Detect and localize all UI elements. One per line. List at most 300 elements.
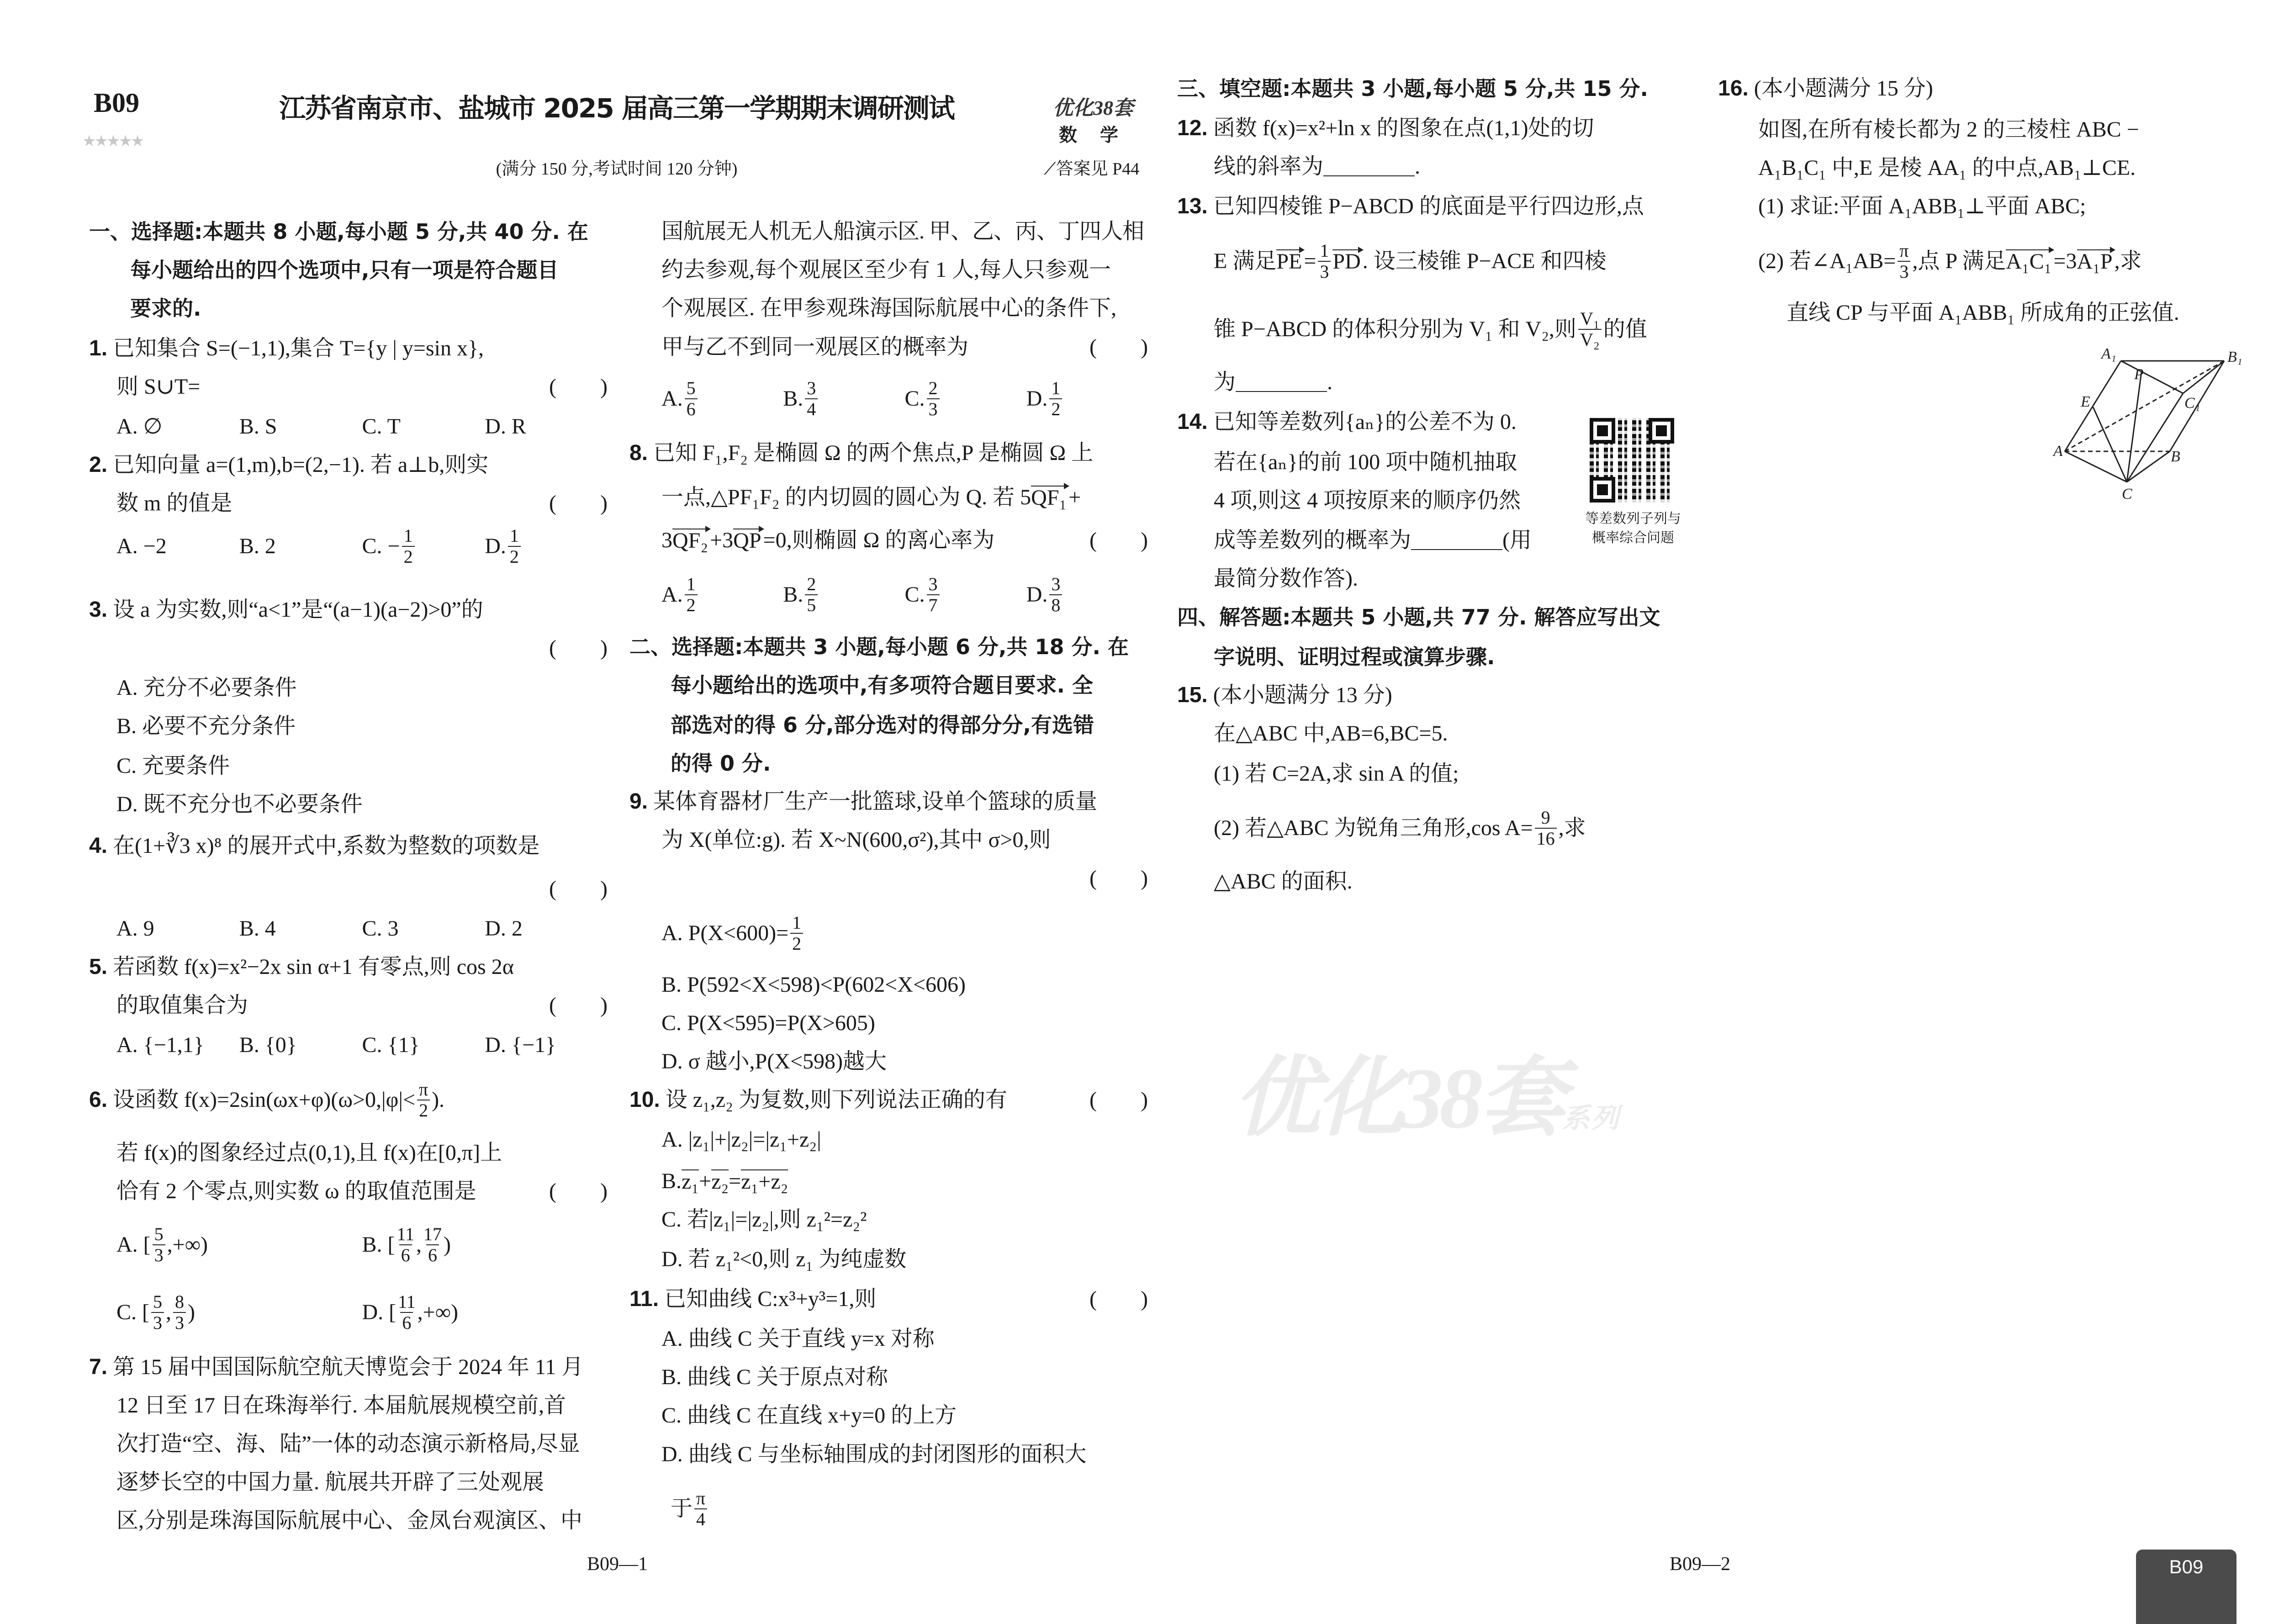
conjugate: z₁+z₂ xyxy=(741,1169,788,1194)
question-line xyxy=(629,1083,1148,1117)
question-line xyxy=(661,1122,1148,1157)
fraction-numerator: 11 xyxy=(398,1291,416,1312)
text-run: . 设三棱锥 P−ACE 和四棱 xyxy=(1362,249,1607,273)
fraction-numerator: 17 xyxy=(423,1224,442,1244)
options-row xyxy=(116,1028,608,1063)
section-heading-line xyxy=(671,668,1148,703)
text-run: C. 充要条件 xyxy=(116,754,230,778)
fraction xyxy=(151,1292,164,1333)
fraction xyxy=(927,378,940,419)
question-line xyxy=(661,1202,1148,1237)
fraction xyxy=(1535,808,1557,849)
text-run: B. xyxy=(783,386,804,411)
text-run: 在(1+∛3 x)⁸ 的展开式中,系数为整数的项数是 xyxy=(113,834,540,858)
question-line xyxy=(116,1174,608,1209)
section-heading-line xyxy=(1214,640,1696,674)
fraction-numerator: 1 xyxy=(1320,240,1329,261)
fraction xyxy=(1898,241,1910,282)
answer-parentheses: ( ) xyxy=(549,491,608,515)
question-line xyxy=(661,330,1148,365)
question-line xyxy=(1177,678,1696,713)
text-run: B. P(592<X<598)<P(602<X<606) xyxy=(661,973,966,997)
answer-parentheses: ( ) xyxy=(1089,1287,1148,1311)
text-run: 某体育器材厂生产一批篮球,设单个篮球的质量 xyxy=(653,789,1098,814)
logo-subject: 数 学 xyxy=(1059,125,1127,145)
option-A[interactable]: A. −2 xyxy=(116,534,167,558)
question-line xyxy=(1758,112,2243,147)
vector: PE xyxy=(1276,249,1304,273)
text-run: ,+∞) xyxy=(167,1233,208,1257)
option-B[interactable] xyxy=(362,1292,608,1333)
option-B[interactable]: B. 4 xyxy=(239,916,276,941)
text-run: 直线 CP 与平面 A₁ABB₁ 所成角的正弦值. xyxy=(1787,301,2179,325)
question-number: 8. xyxy=(629,441,648,465)
question-line xyxy=(1214,365,1696,400)
text-run: 区,分别是珠海国际航展中心、金凤台观演区、中 xyxy=(116,1508,583,1533)
text-run: 若 f(x)的图象经过点(0,1),且 f(x)在[0,π]上 xyxy=(116,1141,502,1165)
fraction xyxy=(173,1292,186,1333)
fraction xyxy=(1049,574,1062,615)
answer-parentheses: ( ) xyxy=(549,375,608,399)
option-B[interactable] xyxy=(362,1224,608,1265)
text-run: 次打造“空、海、陆”一体的动态演示新格局,尽显 xyxy=(116,1432,580,1456)
text-run: 已知向量 a=(1,m),b=(2,−1). 若 a⊥b,则实 xyxy=(113,453,489,477)
question-line xyxy=(1214,445,1578,480)
question-line xyxy=(661,253,1148,287)
fraction-denominator: V₂ xyxy=(1578,329,1602,350)
label-b: B xyxy=(2171,448,2180,465)
text-run: . xyxy=(1327,370,1333,394)
options-row xyxy=(116,911,608,946)
text-run: 的得 0 分. xyxy=(671,751,771,776)
text-run: C. 曲线 C 在直线 x+y=0 的上方 xyxy=(661,1403,957,1428)
text-run: ,点 P 满足 xyxy=(1912,249,2006,273)
answer-blank[interactable] xyxy=(1236,373,1327,392)
edge-ac xyxy=(2065,451,2127,482)
fraction xyxy=(423,1224,442,1265)
answer-parentheses: ( ) xyxy=(549,636,608,660)
fraction-numerator: 2 xyxy=(928,378,938,398)
text-run: △ABC 的面积. xyxy=(1214,869,1353,894)
question-line xyxy=(116,911,608,946)
question-line xyxy=(661,968,1148,1002)
text-run: (本小题满分 13 分) xyxy=(1213,683,1392,707)
question-line xyxy=(661,214,1148,249)
question-line xyxy=(661,480,1148,515)
text-run: D. xyxy=(1026,582,1048,607)
text-run: (1) 若 C=2A,求 sin A 的值; xyxy=(1214,762,1459,786)
option-C[interactable] xyxy=(905,378,1026,419)
section-heading-line xyxy=(1177,600,1696,635)
vector: QP xyxy=(733,529,763,552)
section-heading-line xyxy=(629,629,1148,664)
option-C[interactable] xyxy=(905,574,1026,615)
fraction-denominator: 6 xyxy=(426,1244,439,1265)
fraction-numerator: 8 xyxy=(175,1291,184,1312)
question-number: 9. xyxy=(629,789,648,814)
fraction-numerator: 5 xyxy=(153,1291,162,1312)
fraction-denominator: 3 xyxy=(173,1312,186,1333)
text-run: A. 充分不必要条件 xyxy=(116,676,297,700)
text-run: B. [ xyxy=(362,1233,395,1257)
option-A[interactable] xyxy=(116,1292,362,1333)
fraction-numerator: 5 xyxy=(686,378,696,398)
option-B[interactable]: B. 2 xyxy=(239,534,276,558)
text-run: A. P(X<600)= xyxy=(661,921,789,945)
answer-blank[interactable] xyxy=(1411,531,1502,550)
options-row xyxy=(116,1224,608,1265)
vector: A₁P xyxy=(2077,249,2115,273)
question-number: 5. xyxy=(89,955,108,979)
text-run: 于 xyxy=(671,1497,693,1521)
text-run: , xyxy=(166,1300,171,1324)
option-B[interactable] xyxy=(783,378,904,419)
text-run: 设 z₁,z₂ 为复数,则下列说法正确的有 xyxy=(665,1088,1007,1112)
fraction-numerator: π xyxy=(418,1079,428,1100)
option-D[interactable] xyxy=(485,526,608,567)
question-number: 2. xyxy=(89,453,108,477)
text-run: 国航展无人机无人船演示区. 甲、乙、丙、丁四人相 xyxy=(661,219,1144,243)
question-line xyxy=(116,1427,608,1461)
text-run: 每小题给出的四个选项中,只有一项是符合题目 xyxy=(130,258,559,282)
text-run: B. 必要不充分条件 xyxy=(116,714,296,738)
question-line xyxy=(89,331,608,366)
question-number: 1. xyxy=(89,336,108,360)
question-line xyxy=(1214,756,1696,791)
section-heading-line xyxy=(130,253,608,287)
paper-code: B09 xyxy=(94,88,140,118)
question-number: 7. xyxy=(89,1355,108,1379)
text-run: 甲与乙不到同一观展区的概率为 xyxy=(661,335,969,359)
question-line xyxy=(89,829,608,863)
text-run: D. xyxy=(1026,386,1048,411)
edge-c1c xyxy=(2127,393,2183,482)
text-run: B. xyxy=(661,1169,682,1193)
label-p: P xyxy=(2134,366,2144,383)
question-line xyxy=(661,1398,1148,1433)
fraction-numerator: 5 xyxy=(154,1224,164,1244)
text-run: A. [ xyxy=(116,1233,151,1257)
fraction-denominator: 3 xyxy=(151,1312,164,1333)
text-run: C. P(X<595)=P(X>605) xyxy=(661,1011,875,1035)
fraction-denominator: 2 xyxy=(402,546,415,567)
question-line xyxy=(116,486,608,521)
question-number: 3. xyxy=(89,598,108,622)
question-line xyxy=(116,370,608,404)
edge-b1c1 xyxy=(2183,361,2224,393)
question-line xyxy=(661,574,1148,615)
question-line xyxy=(661,1044,1148,1079)
vector: QF₁ xyxy=(1031,486,1068,509)
text-run: 锥 P−ABCD 的体积分别为 V₁ 和 V₂,则 xyxy=(1214,317,1576,341)
text-run: C. − xyxy=(362,534,400,558)
fraction-numerator: 3 xyxy=(928,574,938,594)
question-line xyxy=(116,409,608,444)
text-run: 要求的. xyxy=(130,296,201,321)
text-run: + xyxy=(699,1169,712,1193)
question-line xyxy=(1214,149,1696,184)
section-heading-line xyxy=(89,214,608,249)
fraction xyxy=(1318,241,1331,282)
options-row xyxy=(116,526,608,567)
text-run: 二、选择题:本题共 3 小题,每小题 6 分,共 18 分. 在 xyxy=(629,635,1129,659)
text-run: D. σ 越小,P(X<598)越大 xyxy=(661,1049,887,1074)
question-line xyxy=(661,1006,1148,1041)
question-line xyxy=(661,823,1148,857)
text-run: ,求 xyxy=(2114,249,2142,273)
qr-caption-1: 等差数列子列与 xyxy=(1585,511,1681,526)
question-line xyxy=(116,671,608,705)
text-run: ,求 xyxy=(1558,816,1586,840)
question-line xyxy=(116,1291,608,1333)
paper-tab: B09 xyxy=(2136,1550,2236,1624)
fraction xyxy=(508,526,521,567)
text-run: A. xyxy=(661,582,683,607)
text-run: 每小题给出的选项中,有多项符合题目要求. 全 xyxy=(671,673,1093,698)
fraction-denominator: 3 xyxy=(1898,261,1910,282)
text-run: 为 xyxy=(1214,370,1236,394)
option-C[interactable]: C. {1} xyxy=(362,1033,420,1057)
fraction xyxy=(1049,378,1062,419)
question-line xyxy=(89,1350,608,1385)
text-run: A₁B₁C₁ 中,E 是棱 AA₁ 的中点,AB₁⊥CE. xyxy=(1758,156,2136,180)
text-run: 字说明、证明过程或演算步骤. xyxy=(1214,645,1495,669)
option-A[interactable]: A. {−1,1} xyxy=(116,1033,204,1057)
fraction-denominator: 8 xyxy=(1049,594,1062,615)
question-line xyxy=(1214,523,1578,558)
label-a: A xyxy=(2053,443,2063,460)
label-e: E xyxy=(2081,393,2090,410)
text-run: C. [ xyxy=(116,1300,149,1324)
question-line xyxy=(629,784,1148,819)
question-line xyxy=(661,1322,1148,1356)
fraction xyxy=(402,526,415,567)
fraction-numerator: π xyxy=(696,1488,706,1508)
text-run: 已知曲线 C:x³+y³=1,则 xyxy=(664,1287,877,1311)
text-run: D. 既不充分也不必要条件 xyxy=(116,792,363,816)
option-B[interactable]: B. S xyxy=(239,414,277,439)
question-line xyxy=(1214,807,1696,849)
page-title: 江苏省南京市、盐城市 2025 届高三第一学期期末调研测试 xyxy=(279,93,954,124)
answer-parentheses: ( ) xyxy=(549,1179,608,1203)
text-run: =0,则椭圆 Ω 的离心率为 xyxy=(763,528,995,552)
text-run: 已知四棱锥 P−ABCD 的底面是平行四边形,点 xyxy=(1213,194,1644,218)
label-c1: C₁ xyxy=(2184,395,2200,412)
watermark-sub: 系列 xyxy=(1562,1103,1621,1133)
section-heading-line xyxy=(130,291,608,326)
fraction-numerator: 9 xyxy=(1541,807,1550,828)
fraction-denominator: 4 xyxy=(694,1508,707,1529)
text-run: 三、填空题:本题共 3 小题,每小题 5 分,共 15 分. xyxy=(1177,76,1648,101)
fraction-numerator: 2 xyxy=(807,574,816,594)
question-line xyxy=(116,1388,608,1423)
options-row xyxy=(661,378,1148,419)
text-run: ). xyxy=(432,1088,445,1112)
text-run: C. xyxy=(904,582,925,607)
question-line xyxy=(1758,151,2243,185)
text-run: 一、选择题:本题共 8 小题,每小题 5 分,共 40 分. 在 xyxy=(89,219,588,244)
text-run: +3 xyxy=(710,528,734,552)
question-line xyxy=(89,448,608,482)
question-line xyxy=(1787,296,2243,330)
fraction xyxy=(694,1488,707,1529)
fraction-numerator: 1 xyxy=(403,525,413,546)
question-line xyxy=(1214,716,1696,751)
fraction-denominator: 3 xyxy=(1318,261,1331,282)
question-line xyxy=(1214,483,1578,518)
question-line xyxy=(661,1437,1148,1472)
question-line xyxy=(116,872,608,906)
question-line xyxy=(1214,561,1578,596)
fraction-denominator: 6 xyxy=(400,1312,413,1333)
fraction-numerator: 3 xyxy=(1051,574,1061,594)
question-number: 10. xyxy=(629,1088,660,1112)
conjugate: z₂ xyxy=(711,1169,729,1194)
text-run: 个观展区. 在甲参观珠海国际航展中心的条件下, xyxy=(661,296,1117,320)
question-line xyxy=(116,1224,608,1265)
option-D[interactable] xyxy=(1026,574,1148,615)
option-B[interactable]: B. {0} xyxy=(239,1033,297,1057)
section-heading-line xyxy=(671,708,1148,742)
question-line xyxy=(1758,240,2243,282)
option-D[interactable]: D. {−1} xyxy=(485,1033,556,1057)
question-line xyxy=(661,291,1148,326)
text-run: 为 X(单位:g). 若 X~N(600,σ²),其中 σ>0,则 xyxy=(661,828,1051,852)
text-run: 则 S∪T= xyxy=(116,375,201,399)
fraction-denominator: 2 xyxy=(790,933,803,954)
question-line xyxy=(1214,864,1696,899)
text-run: 的值 xyxy=(1603,317,1647,341)
label-c: C xyxy=(2122,486,2132,503)
question-line xyxy=(116,709,608,744)
question-line xyxy=(116,749,608,783)
question-line xyxy=(1758,189,2243,224)
page-number-2: B09—2 xyxy=(1670,1554,1731,1575)
options-row xyxy=(116,1292,608,1333)
question-line xyxy=(661,912,1148,954)
edge-bc xyxy=(2127,451,2170,482)
text-run: B. 曲线 C 关于原点对称 xyxy=(661,1365,888,1389)
question-line xyxy=(116,1503,608,1538)
question-line xyxy=(661,378,1148,419)
text-run: D. 曲线 C 与坐标轴围成的封闭图形的面积大 xyxy=(661,1442,1087,1466)
answer-parentheses: ( ) xyxy=(549,993,608,1017)
text-run: (本小题满分 15 分) xyxy=(1754,76,1933,101)
fraction-denominator: 2 xyxy=(685,594,698,615)
text-run: 成等差数列的概率为 xyxy=(1214,528,1412,552)
question-number: 4. xyxy=(89,834,108,858)
text-run: 4 项,则这 4 项按原来的顺序仍然 xyxy=(1214,488,1521,513)
text-run: A. 曲线 C 关于直线 y=x 对称 xyxy=(661,1327,935,1351)
question-line xyxy=(89,592,608,627)
question-line xyxy=(116,1028,608,1063)
question-line xyxy=(116,988,608,1023)
question-line xyxy=(1718,71,2243,106)
text-run: (1) 求证:平面 A₁ABB₁⊥平面 ABC; xyxy=(1758,194,2086,218)
option-A[interactable] xyxy=(661,574,783,615)
option-D[interactable]: D. R xyxy=(485,414,526,439)
text-run: 12 日至 17 日在珠海举行. 本届航展规模空前,首 xyxy=(116,1393,566,1418)
question-number: 15. xyxy=(1177,683,1208,707)
question-line xyxy=(629,436,1148,471)
fraction-numerator: 1 xyxy=(1051,378,1061,398)
answer-parentheses: ( ) xyxy=(1089,335,1148,359)
text-run: 线的斜率为 xyxy=(1214,154,1324,179)
option-A[interactable] xyxy=(116,1224,362,1265)
option-A[interactable] xyxy=(661,378,783,419)
question-line xyxy=(116,1465,608,1500)
fraction-denominator: 16 xyxy=(1535,828,1557,849)
options-row xyxy=(661,574,1148,615)
question-line xyxy=(661,1360,1148,1395)
text-run: 恰有 2 个零点,则实数 ω 的取值范围是 xyxy=(116,1179,476,1203)
question-line xyxy=(1177,405,1578,439)
fraction xyxy=(805,574,818,615)
option-C[interactable] xyxy=(362,526,485,567)
text-run: A. |z₁|+|z₂|=|z₁+z₂| xyxy=(661,1127,821,1152)
option-A[interactable]: A. 9 xyxy=(116,916,154,941)
text-run: 若函数 f(x)=x²−2x sin α+1 有零点,则 cos 2α xyxy=(113,955,514,979)
fraction xyxy=(417,1079,430,1121)
question-line xyxy=(116,787,608,822)
question-line xyxy=(1214,240,1696,282)
text-run: = xyxy=(1304,249,1316,273)
pen-icon: ⟋ xyxy=(1044,159,1056,179)
segment-pc xyxy=(2127,372,2141,482)
option-D[interactable]: D. 2 xyxy=(485,916,523,941)
question-line xyxy=(661,523,1148,558)
question-line xyxy=(116,525,608,567)
answer-blank[interactable] xyxy=(1323,157,1415,176)
text-run: 已知集合 S=(−1,1),集合 T={y | y=sin x}, xyxy=(113,336,484,360)
question-line xyxy=(89,950,608,984)
text-run: 函数 f(x)=x²+ln x 的图象在点(1,1)处的切 xyxy=(1213,116,1594,140)
text-run: = xyxy=(729,1169,741,1193)
text-run: 已知等差数列{aₙ}的公差不为 0. xyxy=(1213,410,1517,434)
text-run: D. xyxy=(485,534,506,558)
question-number: 12. xyxy=(1177,116,1208,140)
fraction-denominator: 2 xyxy=(1049,398,1062,419)
question-line xyxy=(1214,308,1696,350)
fraction-denominator: 4 xyxy=(805,398,818,419)
fraction xyxy=(927,574,940,615)
fraction xyxy=(153,1224,165,1265)
option-B[interactable] xyxy=(783,574,904,615)
fraction xyxy=(685,378,698,419)
text-run: D. [ xyxy=(362,1300,397,1324)
options-row xyxy=(116,409,608,444)
text-run: 设 a 为实数,则“a<1”是“(a−1)(a−2)>0”的 xyxy=(113,598,483,622)
option-A[interactable]: A. ∅ xyxy=(116,414,163,439)
text-run: 设函数 f(x)=2sin(ωx+φ)(ω>0,|φ|< xyxy=(113,1088,416,1112)
text-run: 在△ABC 中,AB=6,BC=5. xyxy=(1214,721,1448,746)
option-C[interactable]: C. T xyxy=(362,414,401,439)
question-number: 13. xyxy=(1177,194,1208,218)
text-run: (2) 若△ABC 为锐角三角形,cos A= xyxy=(1214,816,1533,840)
question-line xyxy=(671,1488,1148,1529)
text-run: + xyxy=(1068,485,1081,509)
question-line xyxy=(1177,111,1696,146)
vector: A₁C₁ xyxy=(2006,249,2053,273)
option-D[interactable] xyxy=(1026,378,1148,419)
question-number: 14. xyxy=(1177,410,1208,434)
fraction-denominator: 7 xyxy=(927,594,940,615)
fraction-numerator: 1 xyxy=(686,574,696,594)
edge-a1c1 xyxy=(2121,361,2183,393)
question-line xyxy=(89,1079,608,1121)
text-run: 逐梦长空的中国力量. 航展共开辟了三处观展 xyxy=(116,1470,545,1494)
option-C[interactable]: C. 3 xyxy=(362,916,399,941)
